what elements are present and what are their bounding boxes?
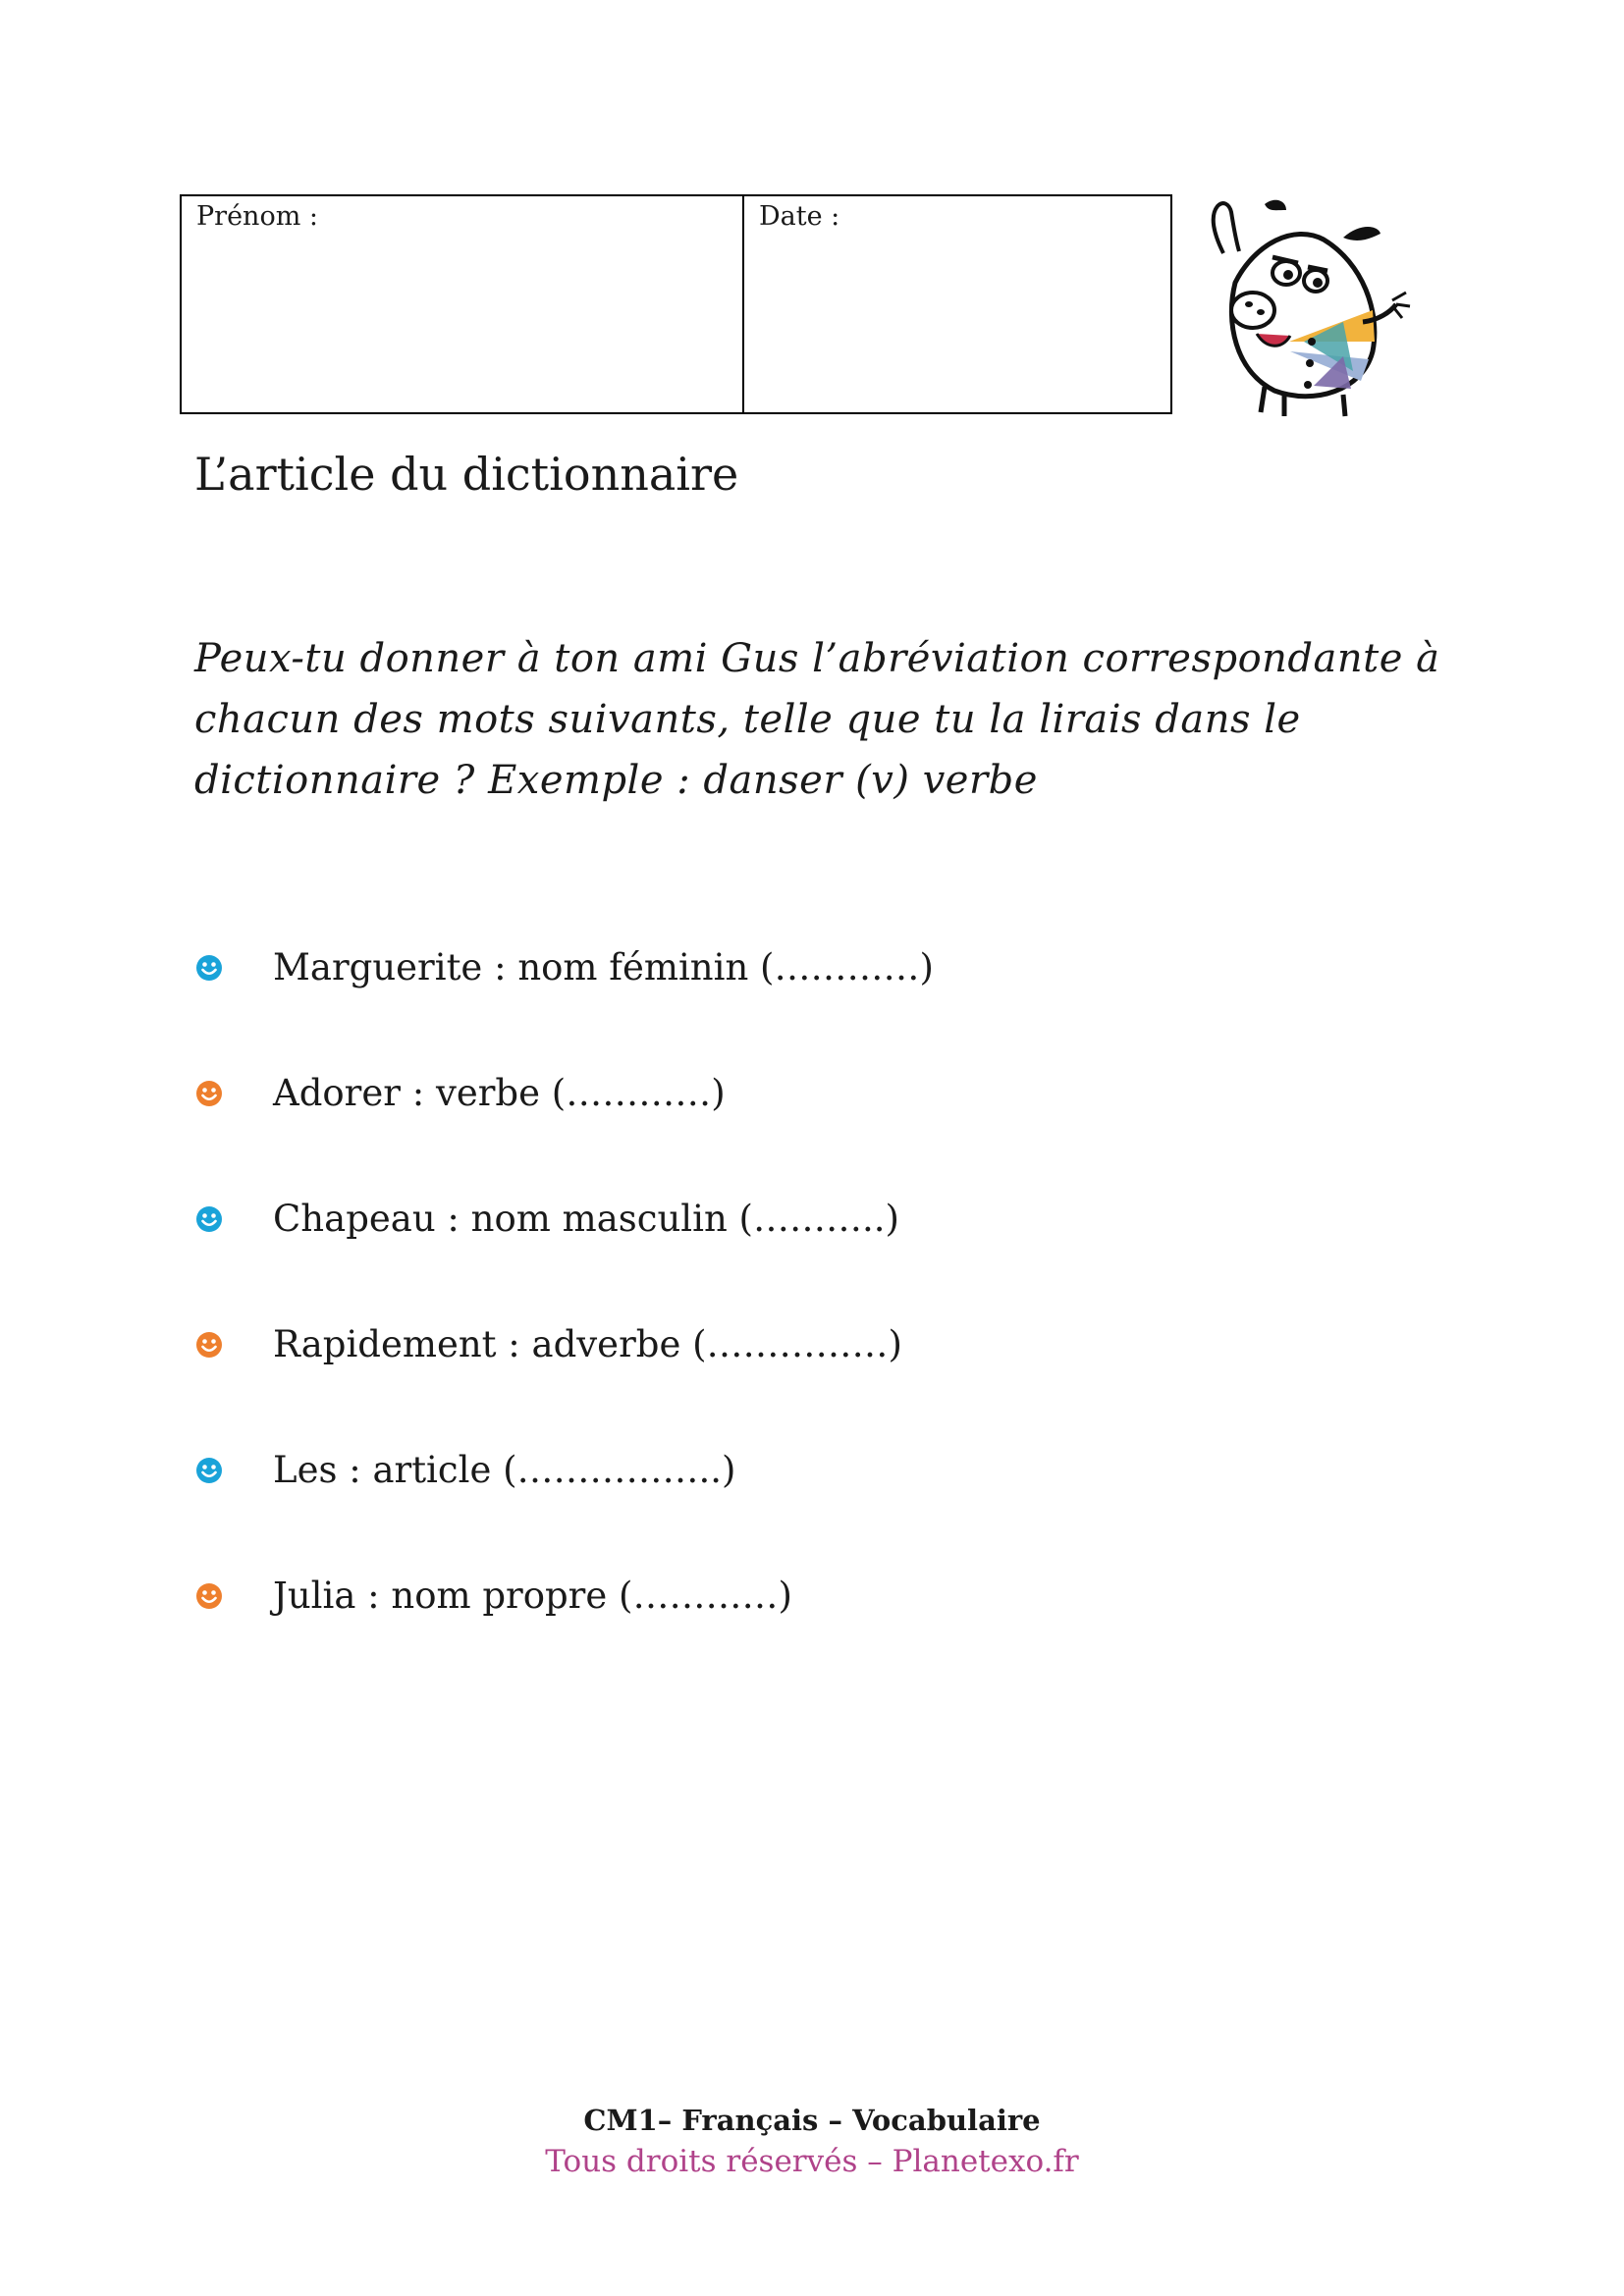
item-text: Adorer : verbe (…………) (273, 1072, 726, 1114)
list-item (194, 1066, 934, 1192)
list-item (194, 1569, 934, 1694)
item-text: Marguerite : nom féminin (…………) (273, 946, 934, 988)
list-item (194, 1317, 934, 1443)
page-title: L’article du dictionnaire (194, 448, 739, 501)
smiley-icon (194, 1330, 224, 1360)
item-text: Chapeau : nom masculin (………..) (273, 1198, 899, 1240)
prenom-cell[interactable] (182, 196, 744, 412)
smiley-icon (194, 1204, 224, 1234)
exercise-instruction: Peux-tu donner à ton ami Gus l’abréviation correspondante à chacun des mots suivants, telle que tu la lirais dans le dictionnaire ? Exemple : danser (v) verbe (194, 636, 1440, 803)
smiley-icon (194, 1079, 224, 1108)
exercise-list (194, 940, 934, 1694)
list-item (194, 1192, 934, 1317)
gus-mascot-illustration (1196, 194, 1417, 418)
item-text: Rapidement : adverbe (……………) (273, 1323, 902, 1365)
date-cell[interactable] (744, 196, 1170, 412)
date-label: Date : (759, 201, 840, 232)
item-text: Les : article (……………..) (273, 1449, 736, 1491)
prenom-label: Prénom : (196, 201, 318, 232)
footer-copyright: Tous droits réservés – Planetexo.fr (545, 2144, 1079, 2179)
list-item (194, 940, 934, 1066)
name-date-table (180, 194, 1172, 414)
smiley-icon (194, 1581, 224, 1611)
smiley-icon (194, 953, 224, 983)
smiley-icon (194, 1456, 224, 1485)
list-item (194, 1443, 934, 1569)
item-text: Julia : nom propre (…………) (273, 1575, 792, 1617)
footer-course-label: CM1– Français – Vocabulaire (583, 2104, 1041, 2137)
